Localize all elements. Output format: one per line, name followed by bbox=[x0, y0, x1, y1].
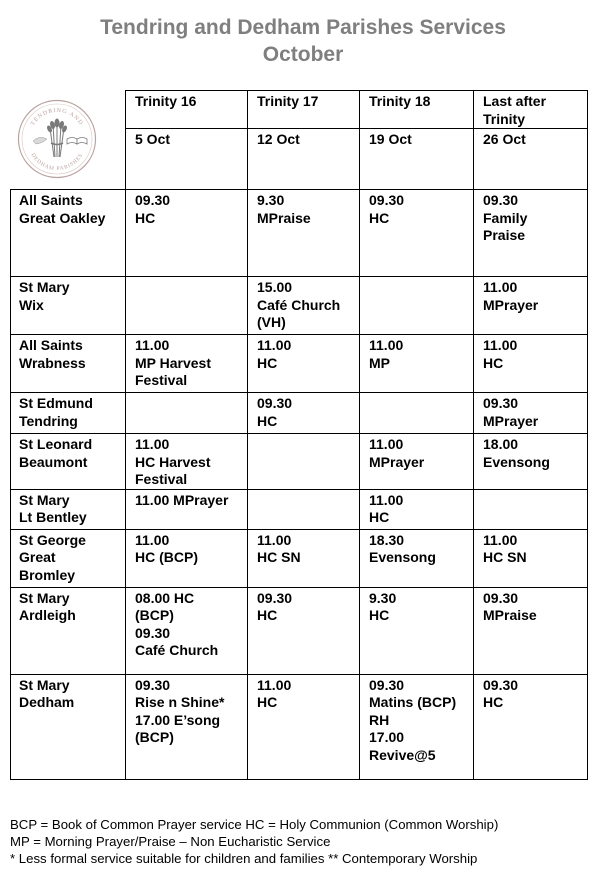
cell-line: St Mary bbox=[19, 589, 70, 606]
service-cell bbox=[360, 434, 474, 490]
cell-line: HC Harvest bbox=[135, 453, 211, 470]
cell-line: 11.00 bbox=[369, 436, 404, 452]
header-week-name bbox=[474, 91, 588, 129]
service-cell bbox=[248, 489, 360, 529]
cell-line: All Saints bbox=[19, 192, 83, 208]
cell-line: Festival bbox=[135, 372, 188, 388]
cell-line: 09.30 bbox=[483, 676, 519, 693]
cell-line: St Mary bbox=[19, 676, 70, 693]
service-cell bbox=[360, 674, 474, 779]
header-week-date: 12 Oct bbox=[248, 129, 360, 190]
service-cell bbox=[248, 335, 360, 393]
legend-line-1: BCP = Book of Common Prayer service HC = Holy Communion (Common Worship) bbox=[10, 817, 499, 832]
service-cell bbox=[126, 529, 248, 587]
cell-line: 09.30 bbox=[369, 192, 405, 208]
cell-line: Bromley bbox=[19, 566, 76, 583]
header-week-date: 26 Oct bbox=[474, 129, 588, 190]
header-week-date: 19 Oct bbox=[360, 129, 474, 190]
cell-line: HC bbox=[257, 354, 278, 371]
cell-line: 11.00 bbox=[483, 337, 518, 353]
cell-line: Great bbox=[19, 549, 56, 565]
cell-line: 15.00 bbox=[257, 279, 293, 295]
service-cell bbox=[360, 277, 474, 335]
service-cell bbox=[248, 587, 360, 674]
cell-line: Great Oakley bbox=[19, 209, 106, 226]
cell-line: Rise n Shine* bbox=[135, 694, 225, 710]
church-name bbox=[11, 277, 126, 335]
cell-line: St Mary bbox=[19, 279, 70, 295]
cell-line: (VH) bbox=[257, 314, 286, 330]
cell-line: St Edmund bbox=[19, 395, 93, 411]
header-week-date: 5 Oct bbox=[126, 129, 248, 190]
table-row bbox=[11, 393, 588, 434]
cell-line: MPrayer bbox=[483, 412, 539, 429]
church-name bbox=[11, 190, 126, 277]
cell-line: St Leonard bbox=[19, 436, 93, 452]
cell-line: MP bbox=[369, 354, 390, 371]
cell-line: Café Church bbox=[257, 296, 341, 313]
service-cell bbox=[126, 587, 248, 674]
cell-line: HC bbox=[257, 694, 278, 710]
header-week-row bbox=[11, 91, 588, 129]
legend-line-2: MP = Morning Prayer/Praise – Non Eucharistic Service bbox=[10, 834, 331, 850]
table-row bbox=[11, 335, 588, 393]
church-name bbox=[11, 587, 126, 674]
cell-line: (BCP) bbox=[135, 607, 174, 623]
cell-line: 17.00 bbox=[369, 729, 405, 745]
cell-line: 9.30 bbox=[257, 192, 285, 208]
page-title bbox=[0, 14, 606, 68]
services-table bbox=[10, 90, 588, 780]
cell-line: Wix bbox=[19, 296, 44, 313]
service-cell bbox=[126, 335, 248, 393]
header-week-name bbox=[360, 91, 474, 129]
cell-line: Trinity bbox=[483, 110, 526, 127]
service-cell bbox=[360, 393, 474, 434]
table-row bbox=[11, 434, 588, 490]
cell-line: HC bbox=[257, 607, 278, 623]
cell-line: HC SN bbox=[483, 549, 527, 565]
cell-line: Revive@5 bbox=[369, 746, 436, 763]
service-cell bbox=[474, 335, 588, 393]
service-cell bbox=[126, 190, 248, 277]
church-name bbox=[11, 674, 126, 779]
table-row bbox=[11, 489, 588, 529]
cell-line: Trinity 18 bbox=[369, 93, 431, 109]
service-cell bbox=[474, 674, 588, 779]
church-name bbox=[11, 489, 126, 529]
cell-line: 11.00 bbox=[135, 531, 170, 548]
title-line-1: Tendring and Dedham Parishes Services bbox=[100, 16, 506, 39]
service-cell bbox=[474, 393, 588, 434]
cell-line: Trinity 16 bbox=[135, 93, 197, 109]
cell-line: HC bbox=[257, 412, 278, 429]
cell-line: 09.30 bbox=[135, 624, 171, 641]
cell-line: 11.00 bbox=[257, 337, 292, 353]
service-cell bbox=[360, 529, 474, 587]
cell-line: Last after bbox=[483, 93, 547, 109]
service-cell bbox=[248, 393, 360, 434]
cell-line: 11.00 bbox=[483, 531, 518, 548]
service-cell bbox=[474, 529, 588, 587]
service-cell bbox=[360, 489, 474, 529]
service-cell bbox=[474, 190, 588, 277]
cell-line: MPraise bbox=[483, 607, 537, 623]
cell-line: HC SN bbox=[257, 549, 301, 565]
cell-line: 17.00 E’song bbox=[135, 711, 221, 728]
church-name bbox=[11, 529, 126, 587]
service-cell bbox=[126, 489, 248, 529]
table-row bbox=[11, 674, 588, 779]
cell-line: 09.30 bbox=[483, 589, 519, 606]
cell-line: St George bbox=[19, 531, 86, 548]
cell-line: Matins (BCP) bbox=[369, 694, 457, 710]
cell-line: RH bbox=[369, 711, 390, 728]
cell-line: 09.30 bbox=[483, 192, 519, 208]
logo-cell bbox=[11, 91, 126, 190]
header-week-name bbox=[248, 91, 360, 129]
cell-line: Praise bbox=[483, 227, 526, 243]
service-cell bbox=[248, 529, 360, 587]
service-cell bbox=[126, 393, 248, 434]
cell-line: 11.00 bbox=[135, 436, 170, 452]
logo-text-top: TENDRING AND bbox=[30, 107, 84, 127]
cell-line: 09.30 bbox=[257, 589, 293, 606]
cell-line: Evensong bbox=[483, 453, 550, 470]
cell-line: 9.30 bbox=[369, 589, 397, 606]
cell-line: MP Harvest bbox=[135, 354, 212, 371]
cell-line: 11.00 bbox=[369, 337, 404, 353]
cell-line: 11.00 bbox=[135, 337, 170, 353]
cell-line: HC (BCP) bbox=[135, 549, 198, 565]
cell-line: Family bbox=[483, 209, 528, 226]
service-cell bbox=[126, 277, 248, 335]
cell-line: Beaumont bbox=[19, 453, 88, 470]
cell-line: 09.30 bbox=[257, 395, 293, 411]
logo-text-bottom: DEDHAM PARISHES bbox=[29, 152, 85, 173]
cell-line: HC bbox=[135, 209, 156, 226]
cell-line: All Saints bbox=[19, 337, 83, 353]
cell-line: 18.30 bbox=[369, 531, 405, 548]
cell-line: Wrabness bbox=[19, 354, 86, 371]
cell-line: Dedham bbox=[19, 694, 75, 710]
service-cell bbox=[248, 674, 360, 779]
cell-line: MPraise bbox=[257, 209, 311, 226]
cell-line: Lt Bentley bbox=[19, 509, 87, 525]
cell-line: 09.30 bbox=[483, 395, 519, 411]
cell-line: 18.00 bbox=[483, 436, 519, 452]
cell-line: HC bbox=[483, 354, 504, 371]
cell-line: MPrayer bbox=[483, 296, 539, 313]
cell-line: (BCP) bbox=[135, 729, 174, 745]
cell-line: 11.00 bbox=[257, 531, 292, 548]
service-cell bbox=[248, 277, 360, 335]
service-cell bbox=[360, 190, 474, 277]
cell-line: HC bbox=[369, 607, 390, 623]
cell-line: Festival bbox=[135, 471, 188, 487]
cell-line: 09.30 bbox=[369, 676, 405, 693]
service-cell bbox=[474, 587, 588, 674]
service-cell bbox=[474, 489, 588, 529]
table-row bbox=[11, 190, 588, 277]
cell-line: Trinity 17 bbox=[257, 93, 319, 109]
service-cell bbox=[126, 434, 248, 490]
cell-line: MPrayer bbox=[369, 453, 425, 470]
legend bbox=[10, 816, 498, 868]
cell-line: 09.30 bbox=[135, 192, 171, 208]
legend-line-3: * Less formal service suitable for children and families ** Contemporary Worship bbox=[10, 851, 478, 867]
cell-line: 11.00 bbox=[483, 279, 518, 295]
cell-line: St Mary bbox=[19, 491, 70, 508]
cell-line: Evensong bbox=[369, 549, 436, 565]
service-cell bbox=[126, 674, 248, 779]
table-row bbox=[11, 587, 588, 674]
service-cell bbox=[474, 277, 588, 335]
table-row bbox=[11, 277, 588, 335]
cell-line: Tendring bbox=[19, 412, 78, 429]
cell-line: HC bbox=[483, 694, 504, 710]
title-line-2: October bbox=[262, 43, 344, 66]
service-cell bbox=[474, 434, 588, 490]
church-name bbox=[11, 434, 126, 490]
cell-line: 11.00 bbox=[369, 491, 404, 508]
cell-line: 08.00 HC bbox=[135, 589, 195, 606]
church-name bbox=[11, 393, 126, 434]
cell-line: HC bbox=[369, 509, 390, 525]
service-cell bbox=[360, 335, 474, 393]
cell-line: Ardleigh bbox=[19, 607, 76, 623]
cell-line: Café Church bbox=[135, 642, 219, 658]
church-name bbox=[11, 335, 126, 393]
cell-line: 09.30 bbox=[135, 676, 171, 693]
cell-line: 11.00 MPrayer bbox=[135, 491, 229, 508]
cell-line: HC bbox=[369, 209, 390, 226]
service-cell bbox=[248, 434, 360, 490]
header-week-name bbox=[126, 91, 248, 129]
service-cell bbox=[360, 587, 474, 674]
service-cell bbox=[248, 190, 360, 277]
table-row bbox=[11, 529, 588, 587]
cell-line: 11.00 bbox=[257, 676, 292, 693]
